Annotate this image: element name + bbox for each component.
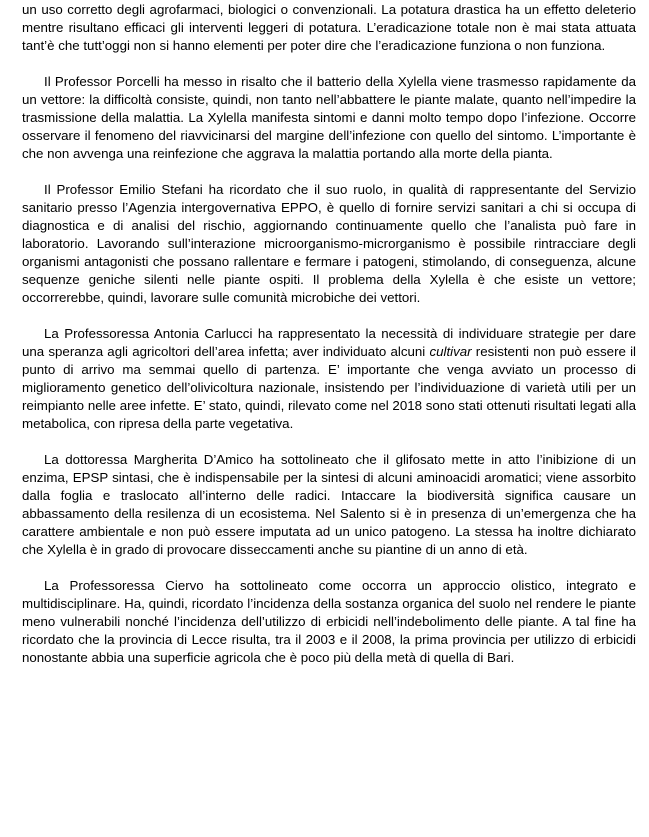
paragraph-carlucci xyxy=(22,325,636,433)
paragraph-stefani xyxy=(22,181,636,307)
paragraph-damico xyxy=(22,451,636,559)
paragraph-text: resistenti non può essere il punto di arrivo ma semmai quello di partenza. E’ importante che venga avviato un processo di miglioramento genetico dell’olivicoltura nazionale, insistendo per l’individuazione di varietà utili per un reimpianto nelle aree infette. E’ stato, quindi, rilevato come nel 2018 sono stati ottenuti risultati legati alla metabolica, con ripresa della parte vegetativa. xyxy=(22,344,637,431)
document-page xyxy=(22,0,636,667)
italic-term-cultivar: cultivar xyxy=(429,344,472,359)
paragraph-text: La Professoressa Antonia Carlucci ha rappresentato la necessità di individuare strategie per dare una speranza agli agricoltori dell’area infetta; aver individuato alcuni xyxy=(22,326,636,359)
paragraph-text: La Professoressa Ciervo ha sottolineato come occorra un approccio olistico, integrato e multidisciplinare. Ha, quindi, ricordato l’incidenza della sostanza organica del suolo nel rendere le piante meno vulnerabili nonché l’incidenza dell’utilizzo di erbicidi nell’indebolimento delle piante. A tal fine ha ricordato che la provincia di Lecce risulta, tra il 2003 e il 2008, la prima provincia per utilizzo di erbicidi nonostante abbia una superficie agricola che è poco più della metà di quella di Bari. xyxy=(22,578,636,665)
paragraph-text: La dottoressa Margherita D’Amico ha sottolineato che il glifosato mette in atto l’inibizione di un enzima, EPSP sintasi, che è indispensabile per la sintesi di alcuni aminoacidi aromatici; viene assorbito dalla foglia e traslocato all’interno delle radici. Intaccare la biodiversità significa causare un abbassamento della resilenza di un ecosistema. Nel Salento si è in presenza di un’emergenza che ha carattere ambientale e non può essere imputata ad un unico patogeno. La stessa ha inoltre dichiarato che Xylella è in grado di provocare disseccamenti anche su piantine di un anno di età. xyxy=(22,452,636,557)
paragraph-eradication xyxy=(22,1,636,55)
paragraph-text: un uso corretto degli agrofarmaci, biologici o convenzionali. La potatura drastica ha un effetto deleterio mentre risultano efficaci gli interventi leggeri di potatura. L’eradicazione totale non è mai stata attuata tant’è che tutt’oggi non si hanno elementi per poter dire che l’eradicazione funziona o non funziona. xyxy=(22,2,636,53)
paragraph-ciervo xyxy=(22,577,636,667)
paragraph-text: Il Professor Porcelli ha messo in risalto che il batterio della Xylella viene trasmesso rapidamente da un vettore: la difficoltà consiste, quindi, non tanto nell’abbattere le piante malate, quanto nell’impedire la trasmissione della malattia. La Xylella manifesta sintomi e danni molto tempo dopo l’infezione. Occorre osservare il fenomeno del riavvicinarsi del margine dell’infezione con quello del sintomo. L’importante è che non avvenga una reinfezione che aggrava la malattia portando alla morte della pianta. xyxy=(22,74,636,161)
paragraph-text: Il Professor Emilio Stefani ha ricordato che il suo ruolo, in qualità di rappresentante del Servizio sanitario presso l’Agenzia intergovernativa EPPO, è quello di fornire servizi sanitari a chi si occupa di diagnostica e di analisi del rischio, aggiornando continuamente quello che l’analista può fare in laboratorio. Lavorando sull’interazione microorganismo-microrganismo è possibile rintracciare degli organismi antagonisti che possano rallentare e fermare i patogeni, stimolando, di conseguenza, alcune sequenze geniche silenti nelle piante ospiti. Il problema della Xylella è che esiste un vettore; occorrerebbe, quindi, lavorare sulle comunità microbiche dei vettori. xyxy=(22,182,636,305)
paragraph-porcelli xyxy=(22,73,636,163)
